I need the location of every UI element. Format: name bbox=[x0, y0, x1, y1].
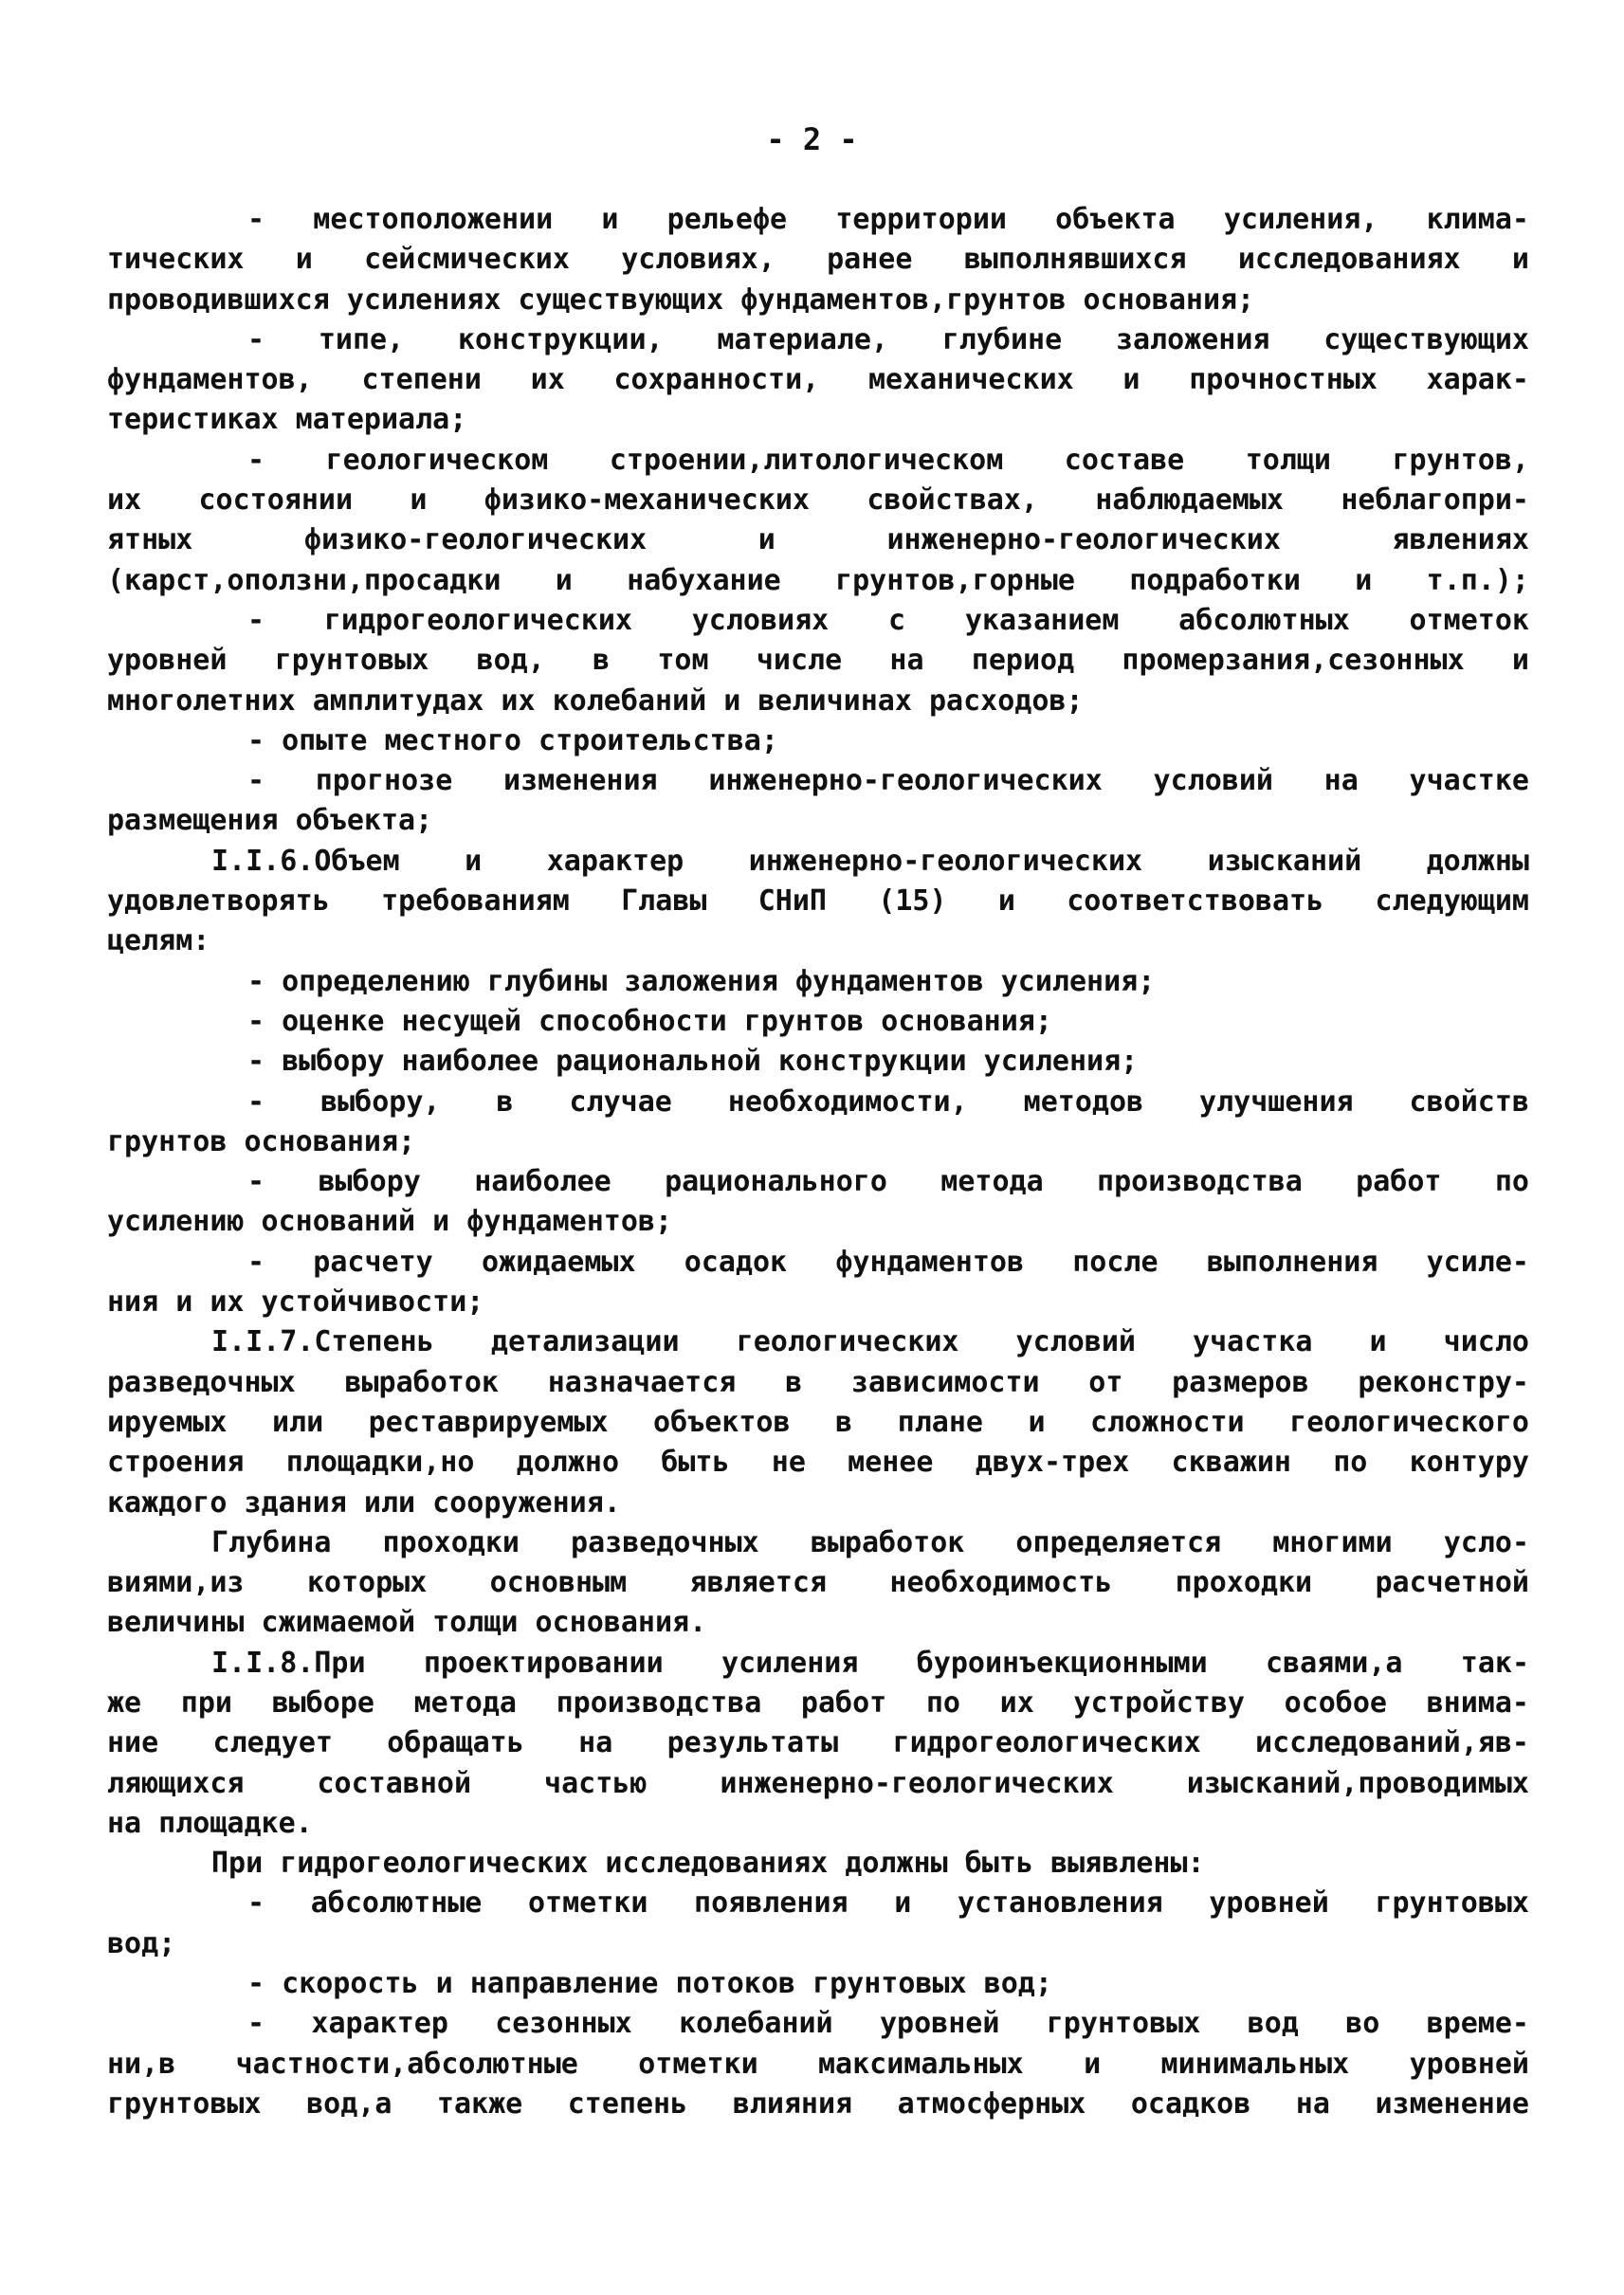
text-line-content: размещения объекта; bbox=[107, 804, 433, 838]
text-line bbox=[107, 1484, 1529, 1523]
text-line bbox=[107, 921, 1529, 961]
text-line-content: - оценке несущей способности грунтов основания; bbox=[247, 1004, 1052, 1038]
text-line bbox=[107, 1884, 1529, 1923]
text-line-content: их состоянии и физико-механических свойствах, наблюдаемых неблагопри- bbox=[107, 483, 1529, 518]
text-line bbox=[107, 721, 1529, 761]
text-line-content: ляющихся составной частью инженерно-геологических изысканий,проводимых bbox=[107, 1766, 1529, 1800]
text-line bbox=[107, 441, 1529, 481]
text-line bbox=[107, 1563, 1529, 1603]
text-line bbox=[107, 1603, 1529, 1643]
text-line-content: разведочных выработок назначается в зависимости от размеров реконстру- bbox=[107, 1365, 1529, 1399]
text-line-content: целям: bbox=[107, 924, 210, 958]
text-line-content: - типе, конструкции, материале, глубине заложения существующих bbox=[247, 322, 1529, 356]
text-line-content: проводившихся усилениях существующих фундаментов,грунтов основания; bbox=[107, 282, 1255, 317]
text-line-content: При гидрогеологических исследованиях должны быть выявлены: bbox=[211, 1847, 1205, 1881]
text-line-content: усилению оснований и фундаментов; bbox=[107, 1205, 673, 1239]
text-line bbox=[107, 200, 1529, 240]
text-line-content: же при выборе метода производства работ по их устройству особое внима- bbox=[107, 1685, 1529, 1720]
text-line-content: тических и сейсмических условиях, ранее выполнявшихся исследованиях и bbox=[107, 243, 1529, 277]
text-line bbox=[107, 400, 1529, 440]
text-line bbox=[107, 1924, 1529, 1964]
text-line-content: ятных физико-геологических и инженерно-геологических явлениях bbox=[107, 523, 1529, 557]
text-line bbox=[107, 561, 1529, 601]
text-line-content: удовлетворять требованиям Главы СНиП (15) и соответствовать следующим bbox=[107, 884, 1529, 919]
text-line-content: уровней грунтовых вод, в том числе на период промерзания,сезонных и bbox=[107, 644, 1529, 678]
text-line-content: на площадке. bbox=[107, 1806, 313, 1840]
text-line bbox=[107, 2085, 1529, 2124]
text-line-content: грунтовых вод,а также степень влияния атмосферных осадков на изменение bbox=[107, 2086, 1529, 2121]
text-line bbox=[107, 882, 1529, 921]
text-line-content: - абсолютные отметки появления и установления уровней грунтовых bbox=[247, 1886, 1529, 1921]
text-line bbox=[107, 281, 1529, 320]
text-line-content: (карст,оползни,просадки и набухание грунтов,горные подработки и т.п.); bbox=[107, 563, 1529, 597]
text-line bbox=[107, 2004, 1529, 2044]
text-line-content: I.I.7.Степень детализации геологических условий участка и число bbox=[211, 1325, 1529, 1359]
text-line bbox=[107, 761, 1529, 801]
text-line-content: - расчету ожидаемых осадок фундаментов после выполнения усиле- bbox=[247, 1245, 1529, 1279]
text-line bbox=[107, 1162, 1529, 1202]
text-line-content: - выбору наиболее рациональной конструкции усиления; bbox=[247, 1045, 1139, 1079]
text-line bbox=[107, 1523, 1529, 1563]
text-line bbox=[107, 1723, 1529, 1763]
text-line bbox=[107, 320, 1529, 360]
text-line bbox=[107, 1122, 1529, 1162]
text-line-content: теристиках материала; bbox=[107, 403, 467, 437]
text-line bbox=[107, 1403, 1529, 1443]
text-line-content: - опыте местного строительства; bbox=[247, 723, 778, 757]
text-line-content: величины сжимаемой толщи основания. bbox=[107, 1606, 707, 1640]
text-line bbox=[107, 1964, 1529, 2004]
text-line-content: - выбору наиболее рационального метода производства работ по bbox=[247, 1165, 1529, 1199]
text-line-content: ни,в частности,абсолютные отметки максимальных и минимальных уровней bbox=[107, 2047, 1529, 2081]
text-line bbox=[107, 240, 1529, 280]
text-line bbox=[107, 1283, 1529, 1322]
text-line bbox=[107, 481, 1529, 520]
body-text bbox=[107, 200, 1529, 2124]
text-line bbox=[107, 1764, 1529, 1804]
text-line-content: каждого здания или сооружения. bbox=[107, 1485, 621, 1520]
text-line-content: - характер сезонных колебаний уровней грунтовых вод во време- bbox=[247, 2007, 1529, 2041]
text-line bbox=[107, 1844, 1529, 1884]
text-line bbox=[107, 2045, 1529, 2085]
text-line bbox=[107, 1243, 1529, 1283]
text-line-content: - гидрогеологических условиях с указанием абсолютных отметок bbox=[247, 603, 1529, 637]
text-line bbox=[107, 1804, 1529, 1844]
text-line bbox=[107, 520, 1529, 560]
text-line-content: ние следует обращать на результаты гидрогеологических исследований,яв- bbox=[107, 1726, 1529, 1760]
text-line bbox=[107, 601, 1529, 641]
text-line bbox=[107, 1443, 1529, 1483]
text-line bbox=[107, 1363, 1529, 1403]
text-line bbox=[107, 360, 1529, 400]
text-line-content: многолетних амплитудах их колебаний и величинах расходов; bbox=[107, 683, 1084, 718]
text-line bbox=[107, 1684, 1529, 1723]
text-line-content: I.I.8.При проектировании усиления буроинъекционными сваями,а так- bbox=[211, 1646, 1529, 1680]
text-line bbox=[107, 801, 1529, 841]
text-line bbox=[107, 1042, 1529, 1082]
text-line-content: ния и их устойчивости; bbox=[107, 1285, 484, 1320]
text-line-content: - определению глубины заложения фундаментов усиления; bbox=[247, 964, 1156, 998]
text-line-content: вод; bbox=[107, 1926, 176, 1960]
text-line bbox=[107, 682, 1529, 721]
text-line bbox=[107, 641, 1529, 681]
text-line bbox=[107, 1202, 1529, 1242]
text-line bbox=[107, 1322, 1529, 1362]
text-line-content: Глубина проходки разведочных выработок определяется многими усло- bbox=[211, 1525, 1529, 1559]
text-line-content: - местоположении и рельефе территории объекта усиления, клима- bbox=[247, 203, 1529, 236]
text-line-content: I.I.6.Объем и характер инженерно-геологических изысканий должны bbox=[211, 844, 1529, 878]
text-line-content: строения площадки,но должно быть не менее двух-трех скважин по контуру bbox=[107, 1446, 1529, 1480]
text-line-content: - выбору, в случае необходимости, методов улучшения свойств bbox=[247, 1084, 1529, 1119]
text-line-content: виями,из которых основным является необходимость проходки расчетной bbox=[107, 1566, 1529, 1600]
text-line bbox=[107, 1644, 1529, 1684]
text-line-content: фундаментов, степени их сохранности, механических и прочностных харак- bbox=[107, 363, 1529, 397]
page-number: - 2 - bbox=[766, 121, 858, 157]
text-line-content: грунтов основания; bbox=[107, 1124, 416, 1158]
text-line bbox=[107, 962, 1529, 1002]
text-line-content: ируемых или реставрируемых объектов в плане и сложности геологического bbox=[107, 1405, 1529, 1439]
text-line-content: - скорость и направление потоков грунтовых вод; bbox=[247, 1967, 1052, 2001]
text-line-content: - прогнозе изменения инженерно-геологических условий на участке bbox=[247, 764, 1529, 798]
text-line bbox=[107, 842, 1529, 882]
text-line bbox=[107, 1002, 1529, 1042]
text-line bbox=[107, 1083, 1529, 1122]
text-line-content: - геологическом строении,литологическом составе толщи грунтов, bbox=[247, 443, 1529, 477]
